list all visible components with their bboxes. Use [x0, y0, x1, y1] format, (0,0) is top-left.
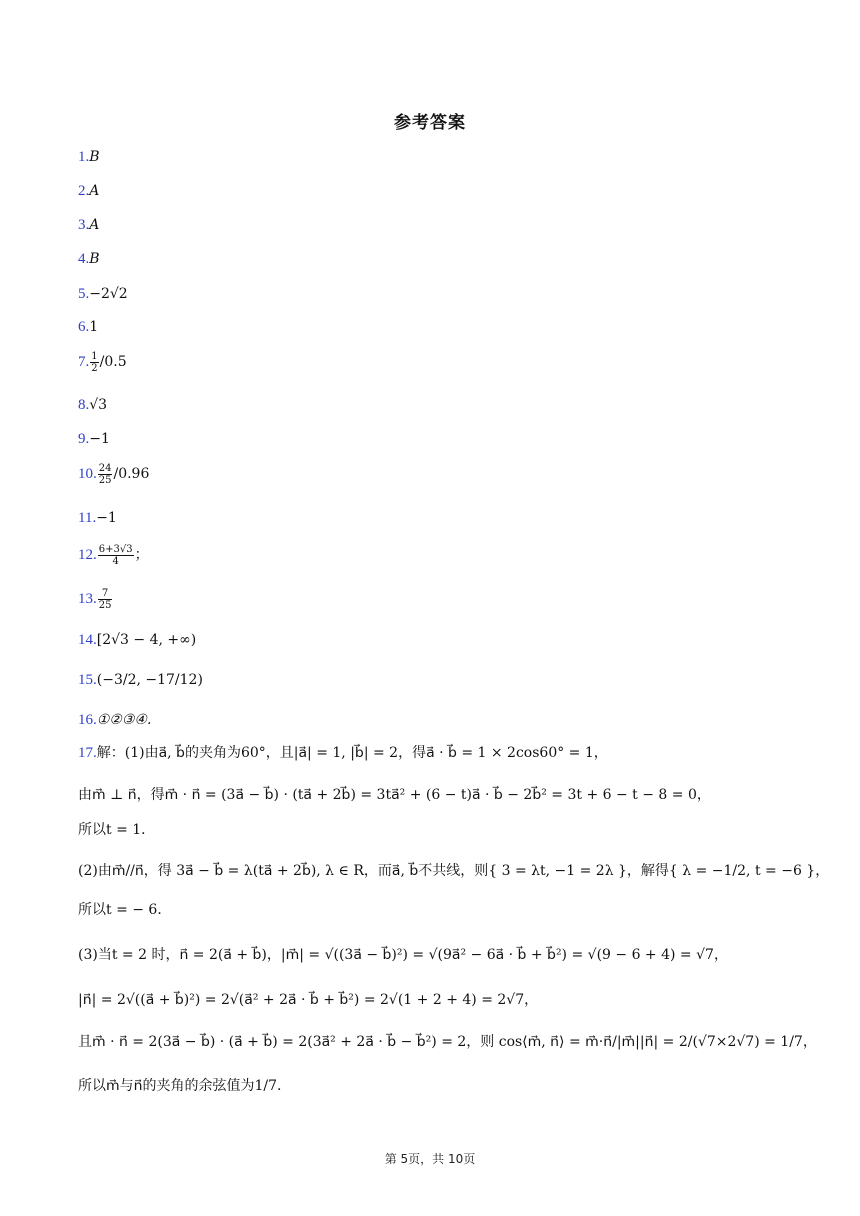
- answer-4: [78, 247, 100, 270]
- answer-8: [78, 393, 107, 416]
- solution-line-1: 17.解：(1)由a⃗, b⃗的夹角为60°，且|a⃗| = 1, |b⃗| = 2，得a⃗ · b⃗ = 1 × 2cos60° = 1，: [78, 745, 608, 761]
- answer-16: [78, 708, 151, 731]
- answer-number: 8.: [78, 397, 90, 413]
- answer-15: [78, 668, 203, 691]
- answer-value: 1: [89, 319, 99, 335]
- answer-number: 11.: [78, 510, 97, 526]
- page-footer: 第 5页，共 10页: [384, 1152, 476, 1166]
- answer-1: [78, 145, 100, 168]
- answer-number: 15.: [78, 672, 97, 688]
- fraction: $\frac{24}{25}$: [98, 462, 112, 486]
- answer-value: A: [89, 183, 100, 199]
- answer-6: [78, 315, 98, 338]
- solution-line-9: 所以m⃗与n⃗的夹角的余弦值为1/7.: [78, 1078, 282, 1094]
- answer-value: −1: [89, 431, 110, 447]
- answer-value: (−3/2, −17/12): [96, 672, 203, 688]
- page-title: 参考答案: [394, 113, 466, 133]
- answer-2: [78, 179, 99, 202]
- answer-9: [78, 427, 110, 450]
- answer-value: −1: [96, 510, 117, 526]
- answer-10: 10. $\frac{24}{25}$ /0.96: [78, 462, 150, 486]
- answer-number: 14.: [78, 632, 97, 648]
- answer-value: −2√2: [89, 286, 128, 302]
- answer-number: 5.: [78, 286, 90, 302]
- answer-value: ①②③④.: [96, 712, 152, 728]
- fraction: $\frac{7}{25}$: [98, 587, 112, 611]
- answer-12: 12. $\frac{6+3√3}{4}$ ；: [78, 543, 149, 567]
- answer-13: [78, 587, 113, 611]
- answer-number: 3.: [78, 217, 90, 233]
- answer-number: 1.: [78, 149, 90, 165]
- answer-number: 12.: [78, 547, 97, 563]
- solution-line-7: |n⃗| = 2√((a⃗ + b⃗)²) = 2√(a⃗² + 2a⃗ · b⃗ + b⃗²) = 2√(1 + 2 + 4) = 2√7，: [78, 992, 539, 1008]
- answer-value: B: [89, 149, 100, 165]
- answer-number: 9.: [78, 431, 90, 447]
- solution-line-2: 由m⃗ ⊥ n⃗，得m⃗ · n⃗ = (3a⃗ − b⃗) · (ta⃗ + 2b⃗) = 3ta⃗² + (6 − t)a⃗ · b⃗ − 2b⃗² = 3t + 6 − t − 8 = 0，: [78, 787, 711, 803]
- answer-3: [78, 213, 99, 236]
- answer-value: √3: [89, 397, 108, 413]
- solution-line-3: 所以t = 1．: [78, 822, 156, 838]
- fraction: $\frac{6+3√3}{4}$: [98, 543, 133, 567]
- answer-11: [78, 506, 117, 529]
- solution-line-6: (3)当t = 2 时，n⃗ = 2(a⃗ + b⃗)，|m⃗| = √((3a⃗ − b⃗)²) = √(9a⃗² − 6a⃗ · b⃗ + b⃗²) = √(9 − 6 + 4) = √7，: [78, 947, 728, 963]
- answer-number: 2.: [78, 183, 90, 199]
- solution-line-8: 且m⃗ · n⃗ = 2(3a⃗ − b⃗) · (a⃗ + b⃗) = 2(3a⃗² + 2a⃗ · b⃗ − b⃗²) = 2，则 cos⟨m⃗, n⃗⟩ = m⃗·n⃗/|m⃗||n⃗| = 2/(√7×2√7) = 1/7，: [78, 1034, 817, 1050]
- answer-number: 7.: [78, 354, 90, 370]
- answer-7: 7. $\frac{1}{2}$ /0.5: [78, 350, 127, 374]
- answer-number: 6.: [78, 319, 90, 335]
- fraction: $\frac{1}{2}$: [91, 350, 98, 374]
- answer-number: 10.: [78, 466, 97, 482]
- answer-number: 16.: [78, 712, 97, 728]
- solution-line-4: (2)由m⃗//n⃗，得 3a⃗ − b⃗ = λ(ta⃗ + 2b⃗), λ ∈ R，而a⃗, b⃗不共线，则{ 3 = λt, −1 = 2λ }，解得{ λ = −1/2, t = −6 }，: [78, 863, 830, 879]
- answer-number: 13.: [78, 591, 97, 607]
- answer-value: [2√3 − 4, +∞): [96, 632, 197, 648]
- answer-value: B: [89, 251, 100, 267]
- answer-5: [78, 282, 128, 305]
- answer-14: [78, 628, 196, 651]
- answer-number: 17.: [78, 745, 97, 761]
- answer-number: 4.: [78, 251, 90, 267]
- answer-value: A: [89, 217, 100, 233]
- solution-line-5: 所以t = − 6．: [78, 902, 172, 918]
